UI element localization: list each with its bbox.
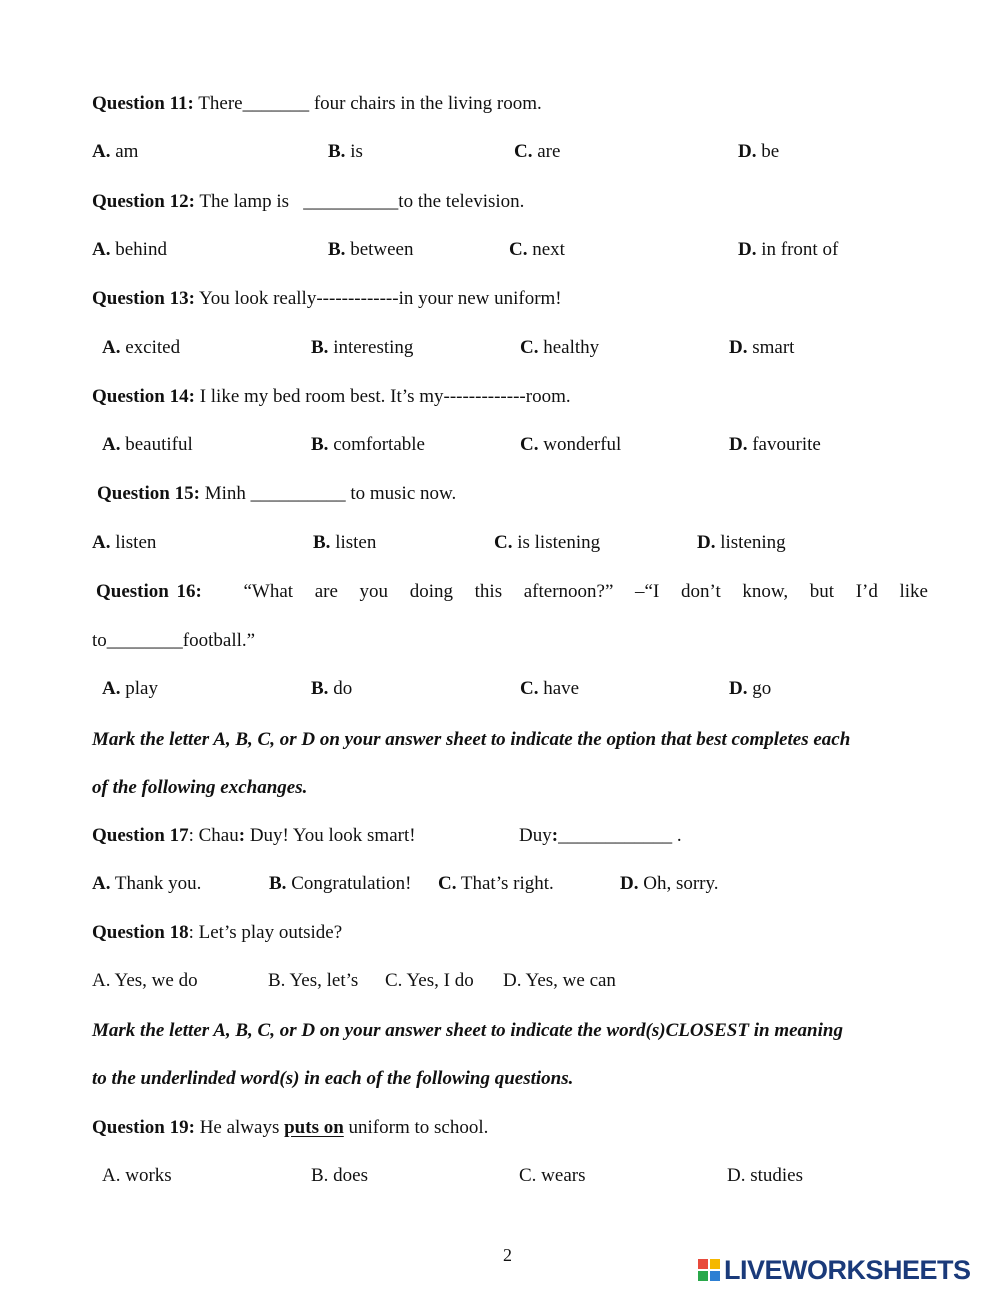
question-11: Question 11: There_______ four chairs in the living room. <box>92 93 542 114</box>
question-label: Question 12: <box>92 191 195 212</box>
option-c: C. have <box>520 678 580 699</box>
question-17-reply: Duy:____________ . <box>519 825 682 846</box>
option-c: C. are <box>514 141 561 162</box>
option-a: A. beautiful <box>102 434 193 455</box>
question-14: Question 14: I like my bed room best. It’s my-------------room. <box>92 386 571 407</box>
option-c: C. That’s right. <box>438 873 554 894</box>
option-a: A. listen <box>92 532 157 553</box>
option-a: A. am <box>92 141 139 162</box>
question-label: Question 17 <box>92 825 189 846</box>
option-a: A. Yes, we do <box>92 970 198 991</box>
question-17: Question 17: Chau: Duy! You look smart! <box>92 825 416 846</box>
option-c: C. healthy <box>520 337 600 358</box>
option-d: D. in front of <box>738 239 839 260</box>
liveworksheets-logo[interactable] <box>698 1254 971 1286</box>
question-19: Question 19: He always puts on uniform to school. <box>92 1117 489 1138</box>
option-d: D. Yes, we can <box>503 970 616 991</box>
question-label: Question 14: <box>92 386 195 407</box>
instruction-line: Mark the letter A, B, C, or D on your answer sheet to indicate the option that best completes each <box>92 729 851 750</box>
question-16-continued: to________football.” <box>92 630 256 651</box>
option-d: D. go <box>729 678 772 699</box>
answer-blank: ____________ <box>558 825 673 846</box>
question-label: Question 13: <box>92 288 195 309</box>
option-a: A. behind <box>92 239 167 260</box>
option-c: C. is listening <box>494 532 601 553</box>
underlined-word: puts on <box>284 1117 344 1138</box>
option-d: D. be <box>738 141 780 162</box>
option-d: D. Oh, sorry. <box>620 873 719 894</box>
logo-text: LIVEWORKSHEETS <box>724 1254 971 1285</box>
option-d: D. smart <box>729 337 795 358</box>
question-label: Question 15: <box>97 483 200 504</box>
option-c: C. wears <box>519 1165 586 1186</box>
instruction-line: to the underlinded word(s) in each of the following questions. <box>92 1068 574 1089</box>
question-16: Question 16: “What are you doing this afternoon?” –“I don’t know, but I’d like <box>96 581 928 602</box>
option-c: C. Yes, I do <box>385 970 474 991</box>
question-18: Question 18: Let’s play outside? <box>92 922 343 943</box>
option-a: A. works <box>102 1165 172 1186</box>
instruction-line: of the following exchanges. <box>92 777 308 798</box>
option-b: B. do <box>311 678 353 699</box>
option-d: D. studies <box>727 1165 803 1186</box>
option-a: A. play <box>102 678 158 699</box>
option-d: D. listening <box>697 532 786 553</box>
option-c: C. next <box>509 239 565 260</box>
question-15: Question 15: Minh __________ to music now. <box>97 483 457 504</box>
option-b: B. listen <box>313 532 377 553</box>
question-label: Question 18 <box>92 922 189 943</box>
logo-blocks-icon <box>698 1259 720 1281</box>
question-label: Question 19: <box>92 1117 195 1138</box>
question-label: Question 11: <box>92 93 194 114</box>
question-13: Question 13: You look really-------------in your new uniform! <box>92 288 562 309</box>
page-number: 2 <box>503 1245 512 1265</box>
question-12: Question 12: The lamp is __________to the television. <box>92 191 525 212</box>
option-d: D. favourite <box>729 434 821 455</box>
option-b: B. interesting <box>311 337 414 358</box>
option-c: C. wonderful <box>520 434 622 455</box>
option-b: B. Yes, let’s <box>268 970 359 991</box>
instruction-line: Mark the letter A, B, C, or D on your answer sheet to indicate the word(s)CLOSEST in meaning <box>92 1020 843 1041</box>
option-b: B. comfortable <box>311 434 425 455</box>
question-label: Question 16: <box>96 581 202 602</box>
option-b: B. between <box>328 239 414 260</box>
option-a: A. Thank you. <box>92 873 202 894</box>
option-b: B. Congratulation! <box>269 873 412 894</box>
option-a: A. excited <box>102 337 181 358</box>
option-b: B. does <box>311 1165 368 1186</box>
option-b: B. is <box>328 141 363 162</box>
